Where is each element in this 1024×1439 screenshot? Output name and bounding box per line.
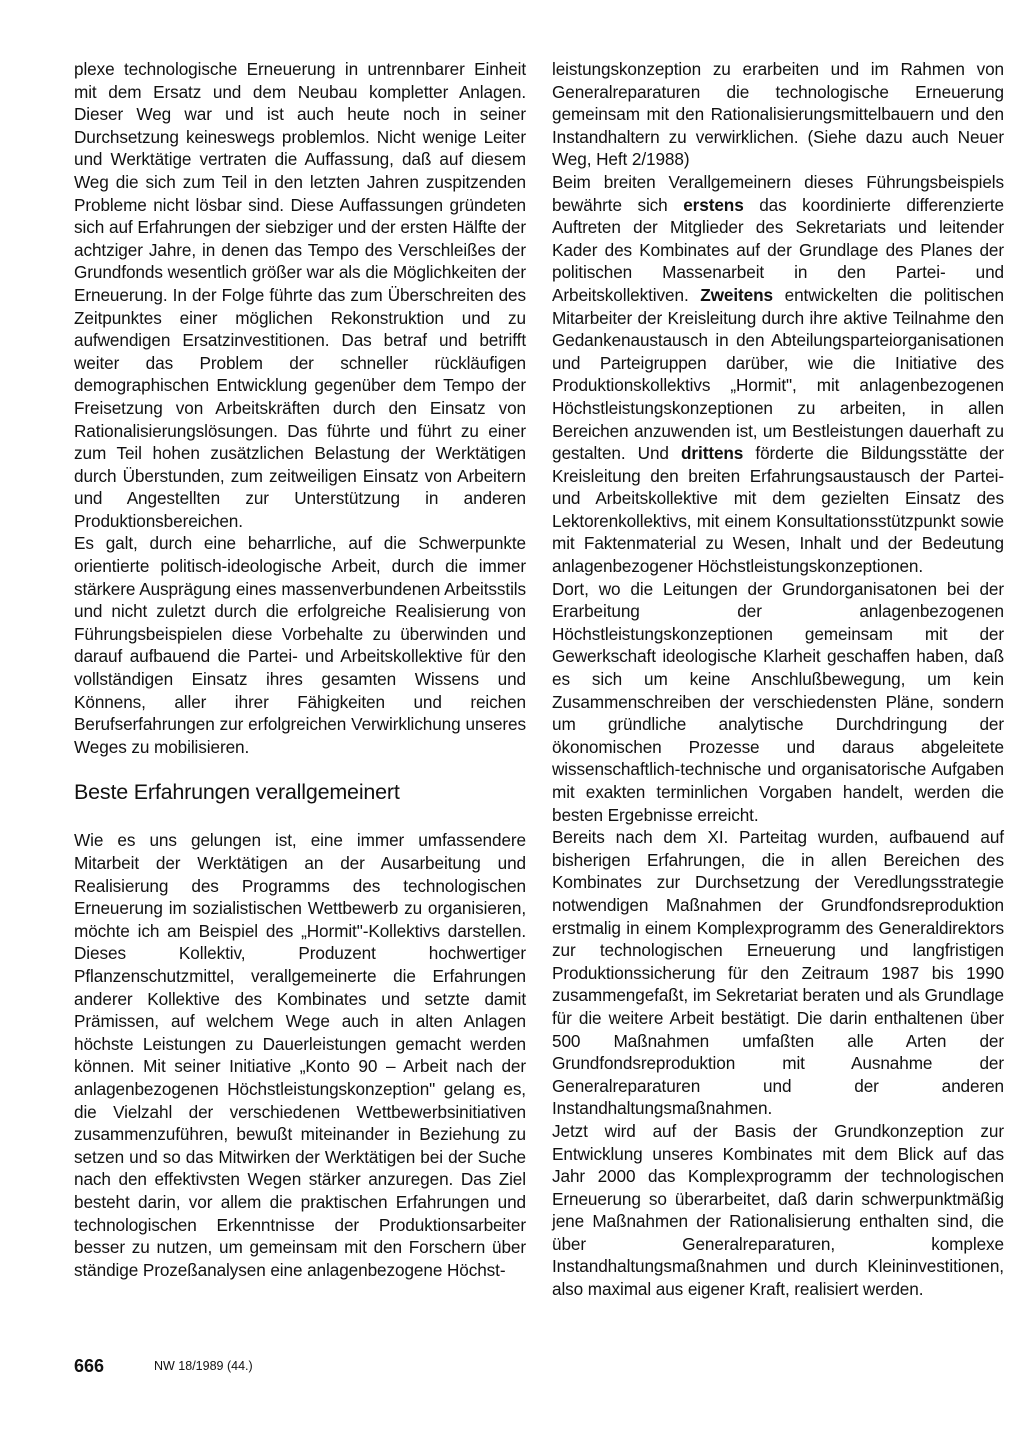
body-paragraph: Wie es uns gelungen ist, eine immer umfassendere Mitarbeit der Werktätigen an der Ausarbeitung und Realisierung des Programms des technologischen Erneuerung im sozialistischen Wettbewerb zu organisieren, möchte ich am Beispiel des „Hormit"-Kollektivs darstellen. Dieses Kollektiv, Produzent hochwertiger Pflanzenschutzmittel, verallgemeinerte die Erfahrungen anderer Kollektive des Kombinates und setzte damit Prämissen, auf welchem Wege auch in alten Anlagen höchste Leistungen zu Dauerleistungen gemacht werden können. Mit seiner Initiative „Konto 90 – Arbeit nach der anlagenbezogenen Höchstleistungskonzeption" gelang es, die Vielzahl der verschiedenen Wettbewerbsinitiativen zusammenzuführen, bewußt miteinander in Beziehung zu setzen und so das Mitwirken der Werktätigen bei der Suche nach den effektivsten Wegen stärker anzuregen. Das Ziel besteht darin, vor allem die praktischen Erfahrungen und technologischen Erkenntnisse der Produktionsarbeiter besser zu nutzen, um gemeinsam mit den Forschern über ständige Prozeßanalysen eine anlagenbezogene Höchst- xyxy=(74,830,526,1280)
left-column xyxy=(74,58,526,1281)
body-paragraph: Dort, wo die Leitungen der Grundorganisatonen bei der Erarbeitung der anlagenbezogenen Höchstleistungskonzeptionen gemeinsam mit der Gewerkschaft ideologische Klarheit geschaffen haben, daß es sich um keine Anschlußbewegung, um kein Zusammenschreiben der verschiedensten Pläne, sondern um gründliche analytische Durchdringung der ökonomischen Prozesse und daraus abgeleitete wissenschaftlich-technische und organisatorische Aufgaben mit exakten terminlichen Vorgaben handelt, werden die besten Ergebnisse erreicht. xyxy=(552,578,1004,825)
body-paragraph: plexe technologische Erneuerung in untrennbarer Einheit mit dem Ersatz und dem Neubau kompletter Anlagen. Dieser Weg war und ist auch heute noch in seiner Durchsetzung keineswegs problemlos. Nicht wenige Leiter und Werktätige vertraten die Auffassung, daß auf diesem Weg die sich zum Teil in den letzten Jahren zuspitzenden Probleme nicht lösbar sind. Diese Auffassungen gründeten sich auf Erfahrungen der siebziger und der ersten Hälfte der achtziger Jahre, in denen das Tempo des Verschleißes der Grundfonds wesentlich größer war als die Möglichkeiten der Erneuerung. In der Folge führte das zum Überschreiten des Zeitpunktes einer möglichen Rekonstruktion und zu aufwendigen Ersatzinvestitionen. Das betraf und betrifft weiter das Problem der schneller rückläufigen demographischen Entwicklung gegenüber dem Tempo der Freisetzung von Arbeitskräften durch den Einsatz von Rationalisierungslösungen. Das führte und führt zu einer zum Teil hohen zusätzlichen Belastung der Werktätigen durch Überstunden, zum zeitweiligen Einsatz von Arbeitern und Angestellten zur Unterstützung in anderen Produktionsbereichen. xyxy=(74,59,526,531)
body-paragraph: Jetzt wird auf der Basis der Grundkonzeption zur Entwicklung unseres Kombinates mit dem Blick auf das Jahr 2000 das Komplexprogramm der technologischen Erneuerung so überarbeitet, daß darin schwerpunktmäßig jene Maßnahmen der Rationalisierung enthalten sind, die über Generalreparaturen, komplexe Instandhaltungsmaßnahmen und durch Kleininvestitionen, also maximal aus eigener Kraft, realisiert werden. xyxy=(552,1120,1004,1300)
emphasis-drittens: drittens xyxy=(681,443,744,464)
text-run: Beim breiten Verallgemeinern dieses Führungsbeispiels bewährte sich xyxy=(552,171,1004,215)
body-paragraph: leistungskonzeption zu erarbeiten und im Rahmen von Generalreparaturen die technologische Erneuerung gemeinsam mit den Rationalisierungsmittelbauern und den Instandhaltern zu verwirklichen. (Siehe dazu auch Neuer Weg, Heft 2/1988) xyxy=(552,59,1004,170)
page-number: 666 xyxy=(74,1356,105,1376)
journal-reference: NW 18/1989 (44.) xyxy=(154,1359,253,1373)
text-run: förderte die Bildungsstätte der Kreisleitung den breiten Erfahrungsaustausch der Partei- und Arbeitskollektive mit dem gezielten Einsatz des Lektorenkollektivs, mit einem Konsultationsstützpunkt sowie mit Faktenmaterial zu Wesen, Inhalt und der Bedeutung anlagenbezogener Höchstleistungskonzeptionen. xyxy=(552,443,1004,577)
section-heading: Beste Erfahrungen verallgemeinert xyxy=(74,780,400,805)
body-paragraph xyxy=(552,171,1004,578)
text-run: das koordinierte differenzierte Auftreten der Mitglieder des Sekretariats und leitender Kader des Kombinates auf der Grundlage des Planes der politischen Massenarbeit in den Partei- und Arbeitskollektiven. xyxy=(552,194,1004,305)
body-paragraph: Es galt, durch eine beharrliche, auf die Schwerpunkte orientierte politisch-ideologische Arbeit, durch die immer stärkere Ausprägung eines massenverbundenen Arbeitsstils und nicht zuletzt durch die erfolgreiche Realisierung von Führungsbeispielen diese Vorbehalte zu überwinden und darauf aufbauend die Partei- und Arbeitskollektive für den vollständigen Einsatz ihres gesamten Wissens und Könnens, aller ihrer Fähigkeiten und reichen Berufserfahrungen zur erfolgreichen Verwirklichung unseres Weges zu mobilisieren. xyxy=(74,533,526,757)
text-run: entwickelten die politischen Mitarbeiter der Kreisleitung durch ihre aktive Teilnahme den Gedankenaustausch in den Abteilungsparteiorganisationen und Parteigruppen darüber, wie die Initiative des Produktionskollektivs „Hormit", mit anlagenbezogenen Höchstleistungskonzeptionen zu arbeiten, in allen Bereichen anzuwenden ist, um Bestleistungen dauerhaft zu gestalten. Und xyxy=(552,284,1004,464)
body-paragraph: Bereits nach dem XI. Parteitag wurden, aufbauend auf bisherigen Erfahrungen, die in allen Bereichen des Kombinates zur Durchsetzung der Veredlungsstrategie notwendigen Maßnahmen der Grundfondsreproduktion erstmalig in einem Komplexprogramm des Generaldirektors zur technologischen Erneuerung und langfristigen Produktionssicherung für den Zeitraum 1987 bis 1990 zusammengefaßt, im Sekretariat beraten und als Grundlage für die weitere Arbeit bestätigt. Die darin enthaltenen über 500 Maßnahmen umfaßten alle Arten der Grundfondsreproduktion mit Ausnahme der Generalreparaturen und der anderen Instandhaltungsmaßnahmen. xyxy=(552,827,1004,1119)
right-column xyxy=(552,58,1004,1301)
emphasis-erstens: erstens xyxy=(683,194,744,215)
page-footer xyxy=(74,1356,474,1378)
emphasis-zweitens: Zweitens xyxy=(700,284,773,305)
